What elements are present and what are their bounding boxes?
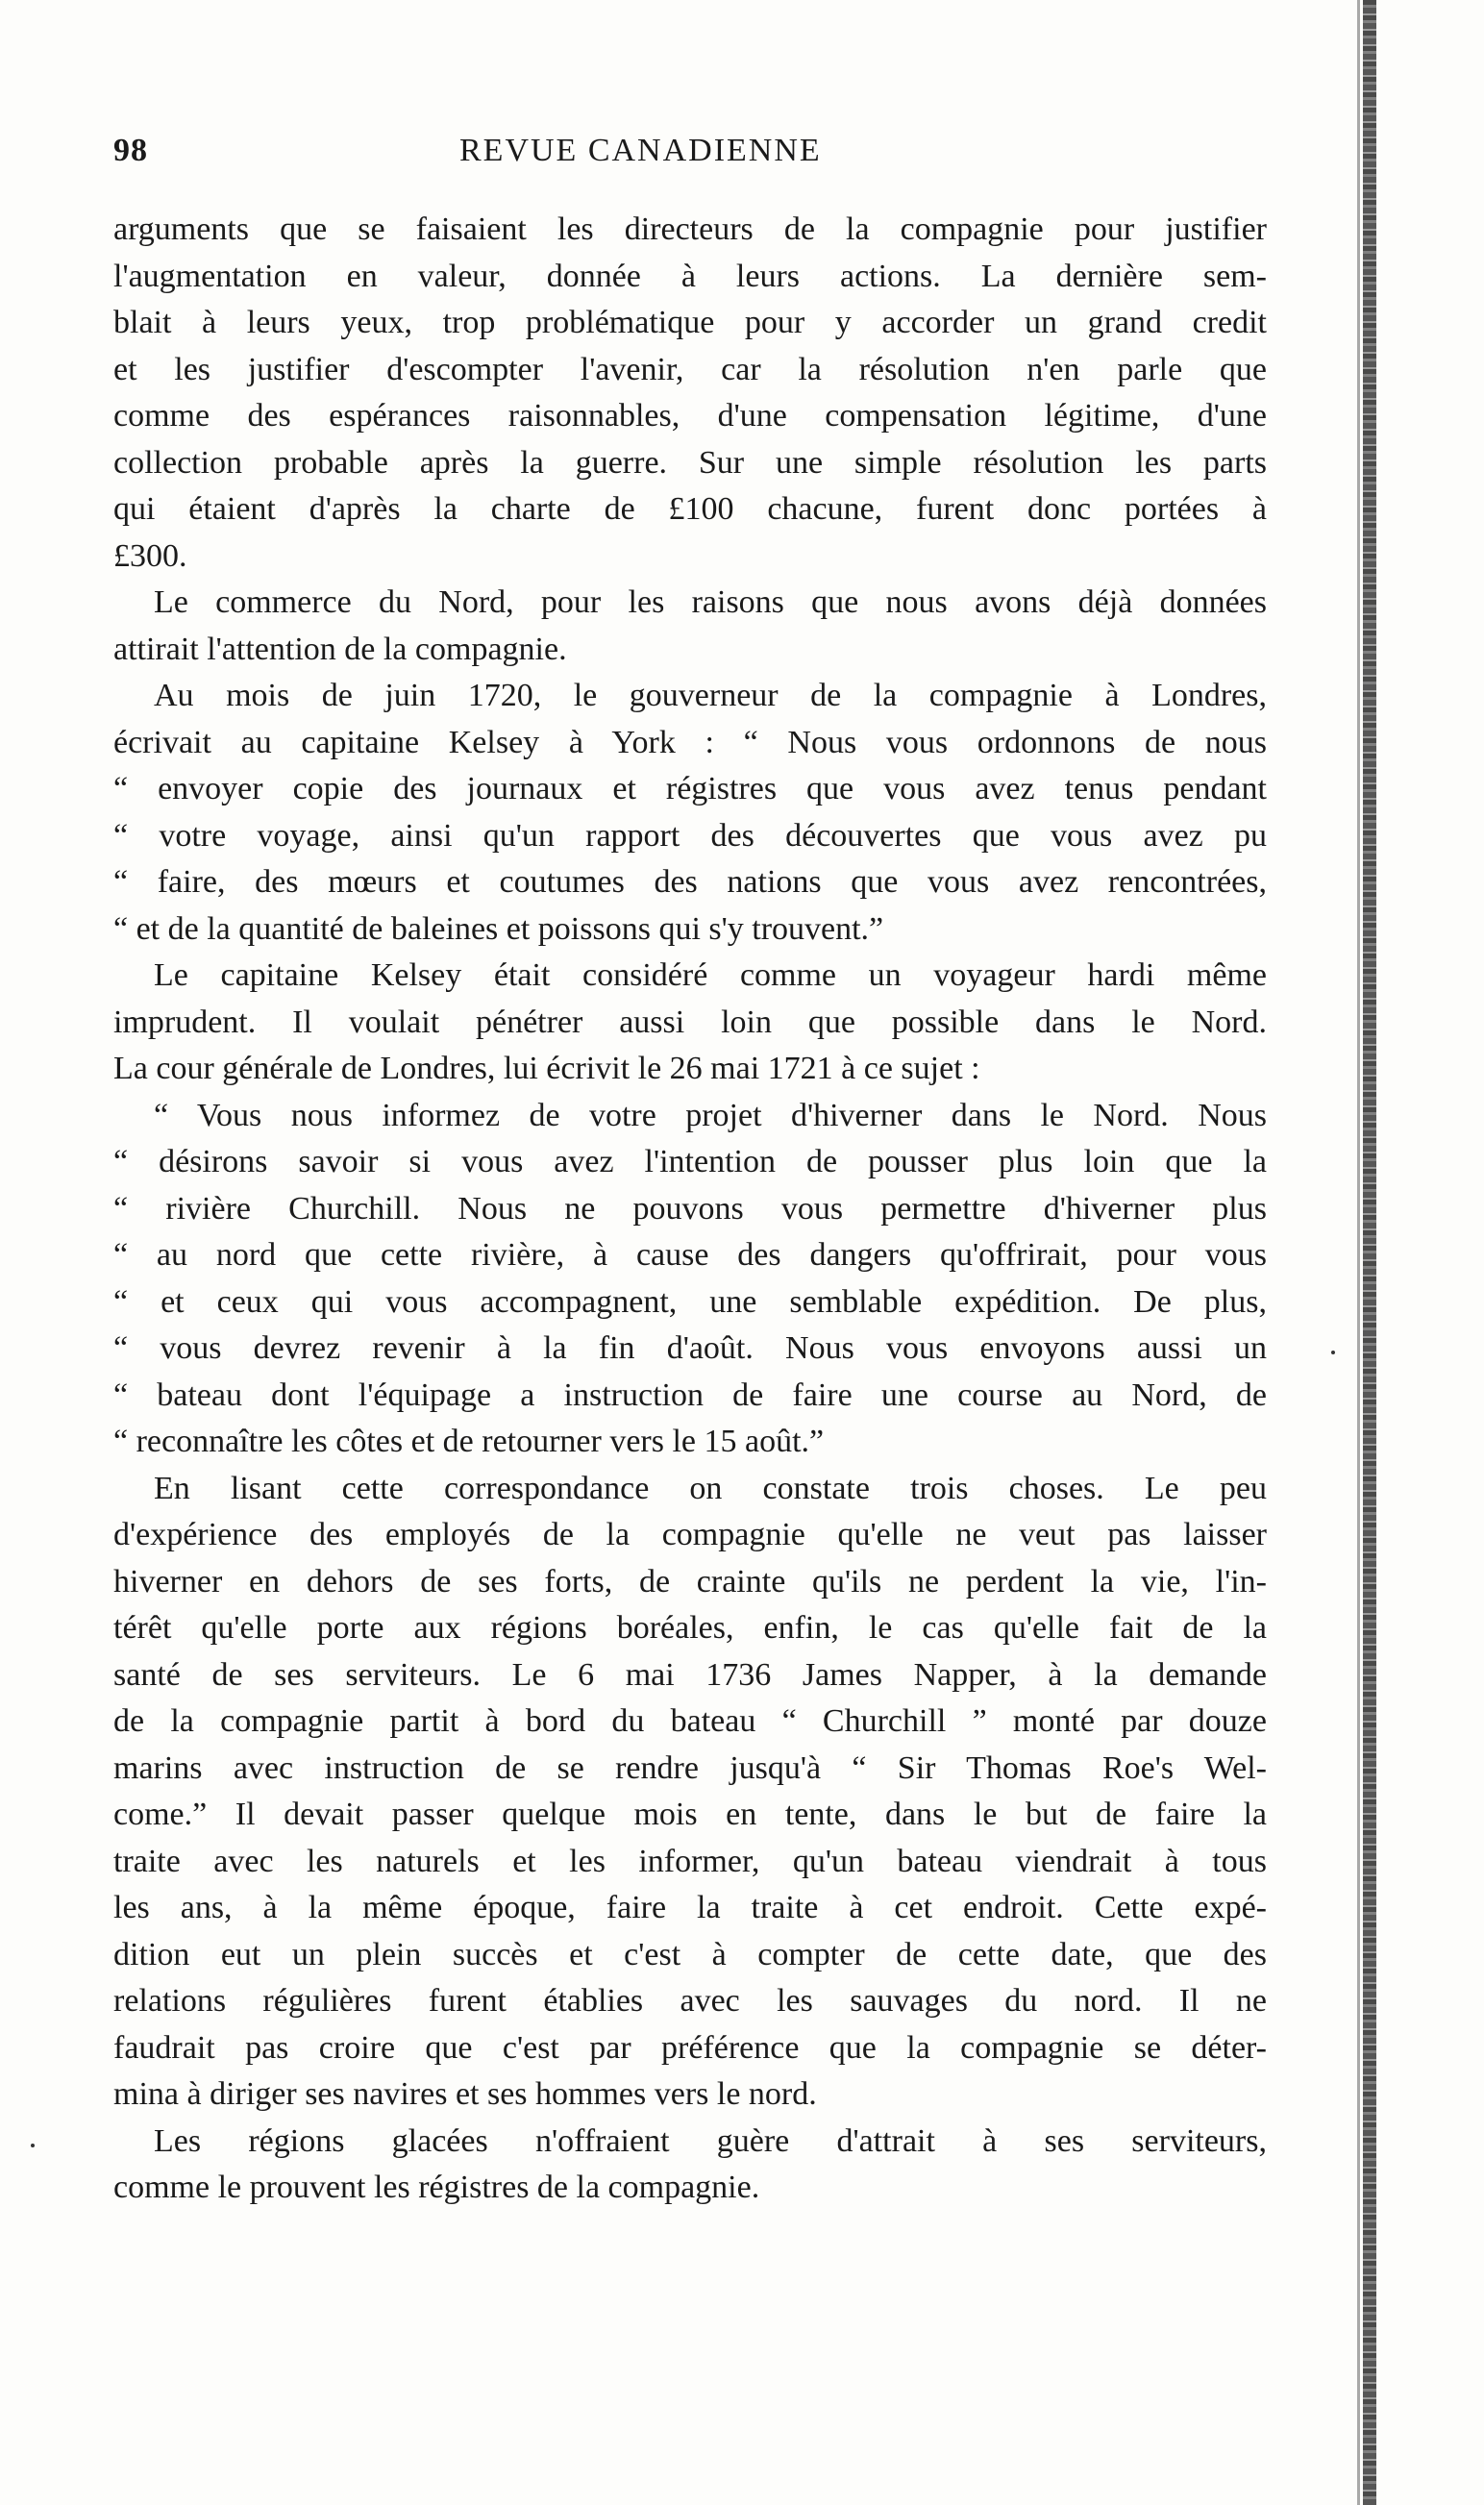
binding-shadow bbox=[1357, 0, 1360, 2505]
text-line: “ envoyer copie des journaux et régistres que vous avez tenus pendant bbox=[113, 771, 1267, 806]
text-line: “ rivière Churchill. Nous ne pouvons vous permettre d'hiverner plus bbox=[113, 1190, 1267, 1227]
text-line: les ans, à la même époque, faire la traite à cet endroit. Cette expé- bbox=[113, 1890, 1267, 1925]
text-line: imprudent. Il voulait pénétrer aussi loin que possible dans le Nord. bbox=[113, 1004, 1267, 1040]
book-binding-edge bbox=[1363, 0, 1376, 2505]
text-line: “ et de la quantité de baleines et poissons qui s'y trouvent.” bbox=[113, 910, 884, 947]
text-line: comme des espérances raisonnables, d'une compensation légitime, d'une bbox=[113, 398, 1267, 434]
text-line: santé de ses serviteurs. Le 6 mai 1736 James Napper, à la demande bbox=[113, 1656, 1267, 1693]
text-line: “ faire, des mœurs et coutumes des nations que vous avez rencontrées, bbox=[113, 864, 1267, 900]
text-line: “ au nord que cette rivière, à cause des dangers qu'offrirait, pour vous bbox=[113, 1237, 1267, 1273]
text-line: faudrait pas croire que c'est par préférence que la compagnie se déter- bbox=[113, 2029, 1267, 2066]
text-line: “ reconnaître les côtes et de retourner vers le 15 août.” bbox=[113, 1424, 825, 1459]
text-line: traite avec les naturels et les informer, qu'un bateau viendrait à tous bbox=[113, 1843, 1267, 1879]
text-line: Les régions glacées n'offraient guère d'attrait à ses serviteurs, bbox=[154, 2122, 1267, 2159]
running-title: REVUE CANADIENNE bbox=[459, 133, 822, 168]
page-number: 98 bbox=[113, 133, 148, 168]
text-line: Au mois de juin 1720, le gouverneur de la compagnie à Londres, bbox=[154, 678, 1267, 713]
text-line: “ et ceux qui vous accompagnent, une semblable expédition. De plus, bbox=[113, 1283, 1267, 1320]
text-line: mina à diriger ses navires et ses hommes vers le nord. bbox=[113, 2076, 817, 2112]
text-line: attirait l'attention de la compagnie. bbox=[113, 631, 567, 667]
text-line: dition eut un plein succès et c'est à compter de cette date, que des bbox=[113, 1936, 1267, 1972]
text-line: et les justifier d'escompter l'avenir, car la résolution n'en parle que bbox=[113, 351, 1267, 387]
text-line: hiverner en dehors de ses forts, de crainte qu'ils ne perdent la vie, l'in- bbox=[113, 1563, 1267, 1600]
text-line: comme le prouvent les régistres de la compagnie. bbox=[113, 2170, 760, 2205]
text-line: come.” Il devait passer quelque mois en tente, dans le but de faire la bbox=[113, 1797, 1267, 1832]
text-line: La cour générale de Londres, lui écrivit le 26 mai 1721 à ce sujet : bbox=[113, 1051, 980, 1086]
text-line: “ désirons savoir si vous avez l'intention de pousser plus loin que la bbox=[113, 1144, 1267, 1179]
text-line: collection probable après la guerre. Sur une simple résolution les parts bbox=[113, 444, 1267, 481]
text-line: £300. bbox=[113, 537, 187, 574]
text-line: d'expérience des employés de la compagnie qu'elle ne veut pas laisser bbox=[113, 1517, 1267, 1552]
text-line: relations régulières furent établies avec les sauvages du nord. Il ne bbox=[113, 1983, 1267, 2019]
text-line: “ vous devrez revenir à la fin d'août. Nous vous envoyons aussi un bbox=[113, 1330, 1267, 1366]
text-line: l'augmentation en valeur, donnée à leurs actions. La dernière sem- bbox=[113, 258, 1267, 294]
body-text bbox=[113, 207, 1267, 2212]
stray-ink-mark bbox=[31, 2144, 35, 2147]
text-line: qui étaient d'après la charte de £100 chacune, furent donc portées à bbox=[113, 491, 1267, 527]
text-line: térêt qu'elle porte aux régions boréales, enfin, le cas qu'elle fait de la bbox=[113, 1610, 1267, 1646]
text-line: “ votre voyage, ainsi qu'un rapport des découvertes que vous avez pu bbox=[113, 817, 1267, 854]
text-line: “ Vous nous informez de votre projet d'hiverner dans le Nord. Nous bbox=[154, 1097, 1267, 1133]
text-line: de la compagnie partit à bord du bateau “ Churchill ” monté par douze bbox=[113, 1703, 1267, 1739]
text-line: En lisant cette correspondance on constate trois choses. Le peu bbox=[154, 1470, 1267, 1506]
text-line: marins avec instruction de se rendre jusqu'à “ Sir Thomas Roe's Wel- bbox=[113, 1749, 1267, 1786]
page-header bbox=[113, 133, 1267, 181]
text-line: Le commerce du Nord, pour les raisons que nous avons déjà données bbox=[154, 584, 1267, 620]
stray-ink-mark bbox=[1331, 1351, 1335, 1354]
text-line: arguments que se faisaient les directeurs de la compagnie pour justifier bbox=[113, 211, 1267, 247]
text-line: blait à leurs yeux, trop problématique pour y accorder un grand credit bbox=[113, 305, 1267, 340]
text-line: écrivait au capitaine Kelsey à York : “ Nous vous ordonnons de nous bbox=[113, 724, 1267, 760]
text-line: “ bateau dont l'équipage a instruction de faire une course au Nord, de bbox=[113, 1377, 1267, 1413]
text-line: Le capitaine Kelsey était considéré comme un voyageur hardi même bbox=[154, 957, 1267, 993]
